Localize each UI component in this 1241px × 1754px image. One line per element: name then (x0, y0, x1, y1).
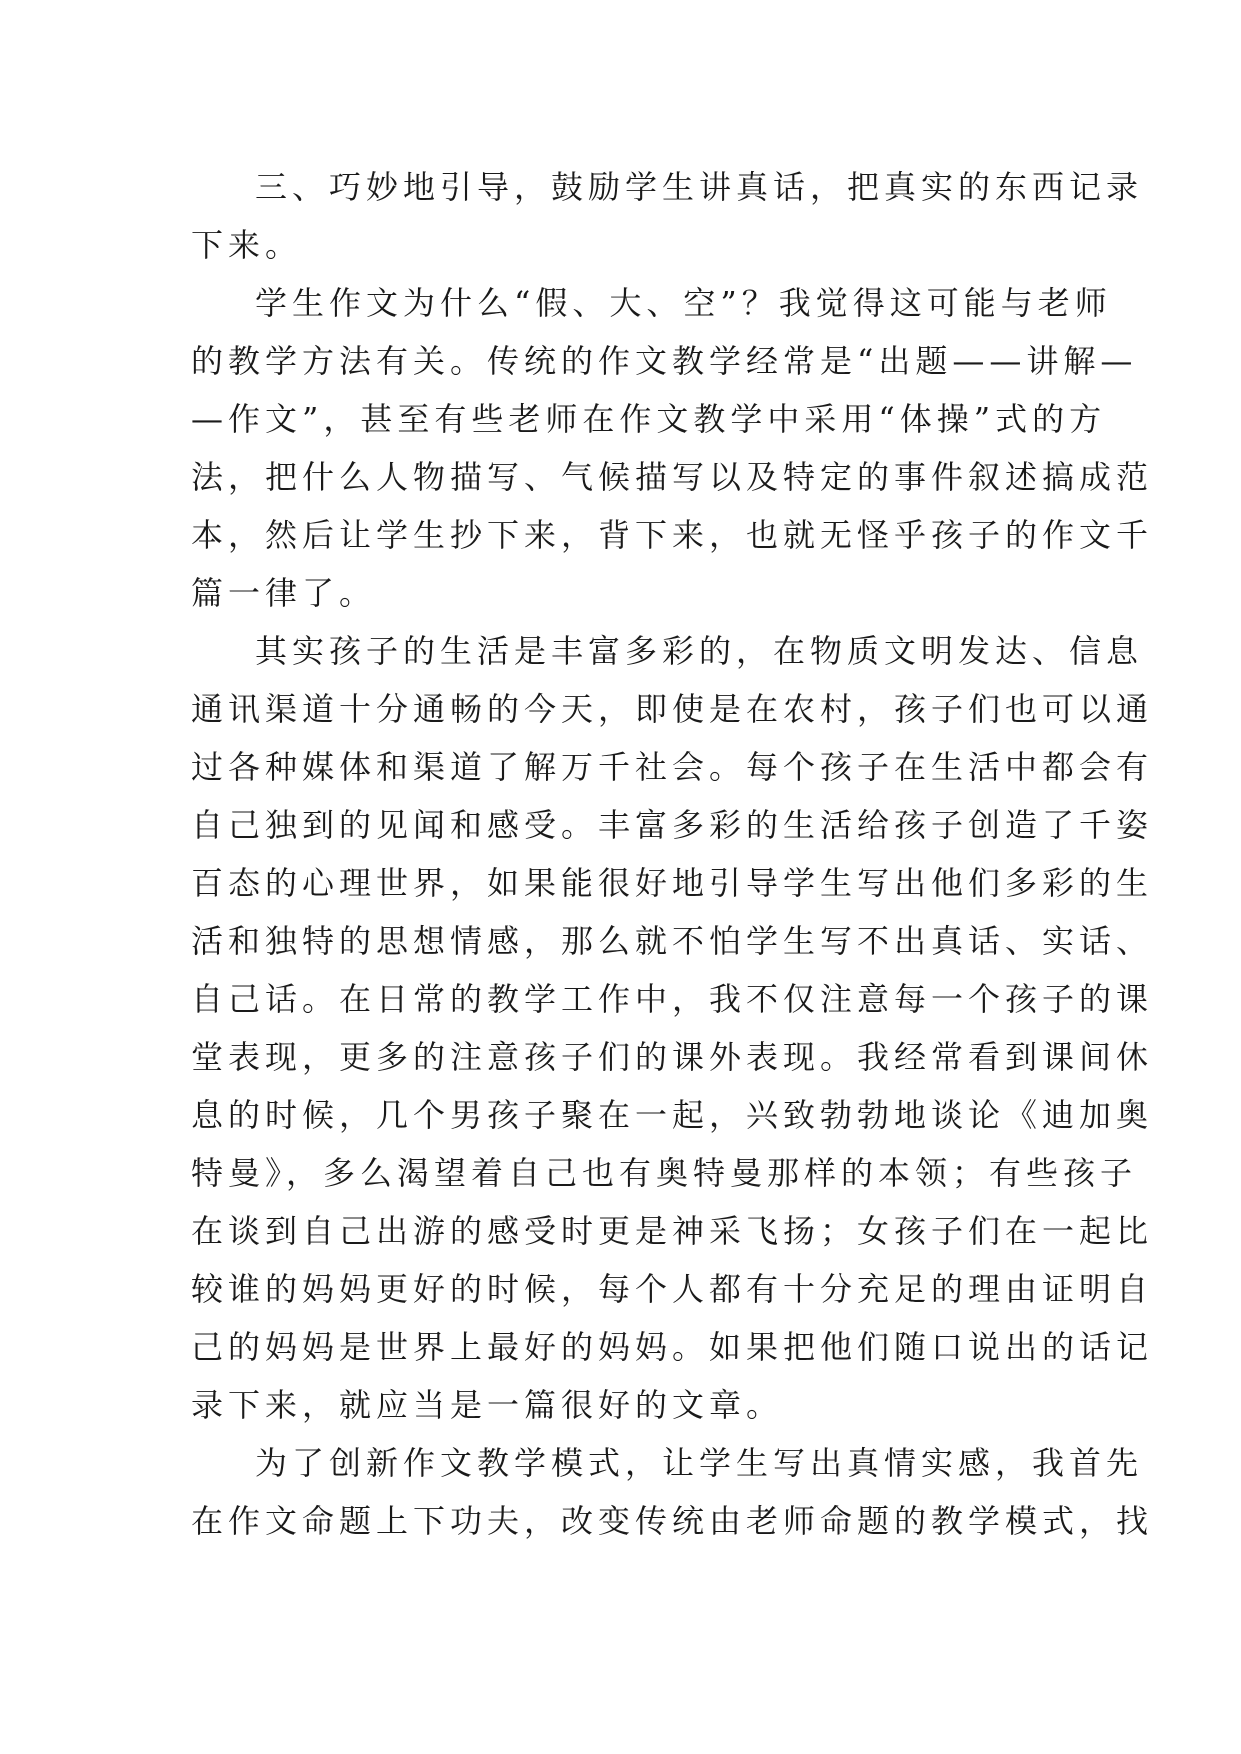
paragraph-first-line: 其实孩子的生活是丰富多彩的，在物质文明发达、信息 (255, 632, 1144, 670)
body-text (191, 158, 1154, 1550)
text-line: 通讯渠道十分通畅的今天，即使是在农村，孩子们也可以通 (191, 690, 1154, 728)
text-line: 在谈到自己出游的感受时更是神采飞扬；女孩子们在一起比 (191, 1212, 1154, 1250)
text-line: 自己话。在日常的教学工作中，我不仅注意每一个孩子的课 (191, 980, 1154, 1018)
text-line: 过各种媒体和渠道了解万千社会。每个孩子在生活中都会有 (191, 748, 1154, 786)
text-line: 较谁的妈妈更好的时候，每个人都有十分充足的理由证明自 (191, 1270, 1154, 1308)
text-line: 下来。 (191, 226, 303, 264)
paragraph-first-line: 三、巧妙地引导，鼓励学生讲真话，把真实的东西记录 (255, 168, 1144, 206)
text-line: 活和独特的思想情感，那么就不怕学生写不出真话、实话、 (191, 922, 1154, 960)
text-line: 特曼》，多么渴望着自己也有奥特曼那样的本领；有些孩子 (191, 1154, 1138, 1192)
text-line: 堂表现，更多的注意孩子们的课外表现。我经常看到课间休 (191, 1038, 1154, 1076)
text-line: 百态的心理世界，如果能很好地引导学生写出他们多彩的生 (191, 864, 1154, 902)
text-line: 己的妈妈是世界上最好的妈妈。如果把他们随口说出的话记 (191, 1328, 1154, 1366)
text-line: 在作文命题上下功夫，改变传统由老师命题的教学模式，找 (191, 1502, 1154, 1540)
text-line: 息的时候，几个男孩子聚在一起，兴致勃勃地谈论《迪加奥 (191, 1096, 1154, 1134)
text-line: 的教学方法有关。传统的作文教学经常是“出题——讲解— (191, 342, 1138, 380)
text-line: 篇一律了。 (191, 574, 377, 612)
paragraph-first-line: 为了创新作文教学模式，让学生写出真情实感，我首先 (255, 1444, 1144, 1482)
text-line: —作文”，甚至有些老师在作文教学中采用“体操”式的方 (191, 400, 1107, 438)
text-line: 自己独到的见闻和感受。丰富多彩的生活给孩子创造了千姿 (191, 806, 1154, 844)
paragraph-first-line: 学生作文为什么“假、大、空”？我觉得这可能与老师 (255, 284, 1112, 322)
text-line: 本，然后让学生抄下来，背下来，也就无怪乎孩子的作文千 (191, 516, 1154, 554)
text-line: 法，把什么人物描写、气候描写以及特定的事件叙述搞成范 (191, 458, 1154, 496)
text-line: 录下来，就应当是一篇很好的文章。 (191, 1386, 784, 1424)
